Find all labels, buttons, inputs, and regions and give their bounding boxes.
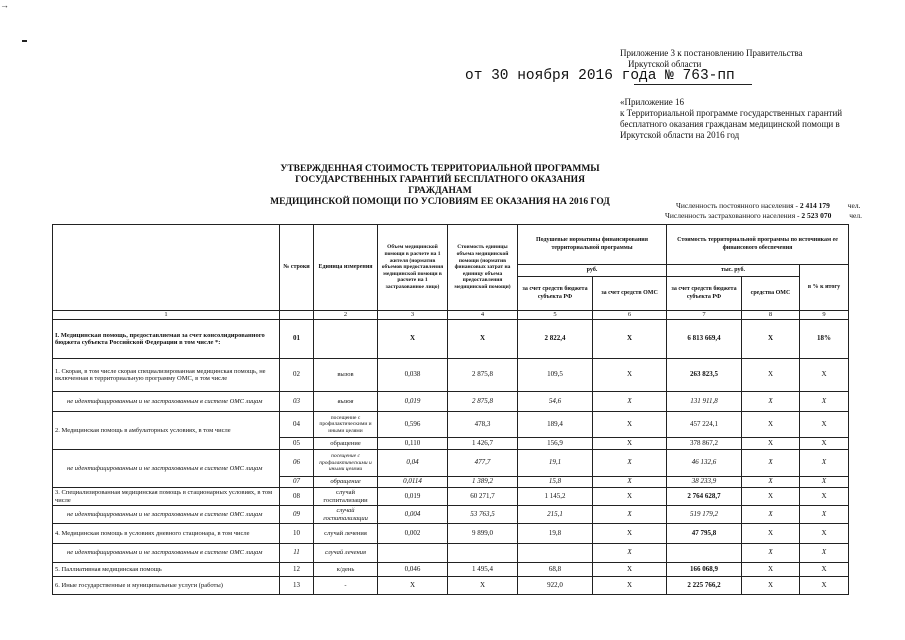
row-volume: 0,0114 [378, 477, 448, 488]
row-name: 1. Скорая, в том числе скорая специализированная медицинская помощь, не включенная в территориальную программу ОМС, в том числе [53, 359, 280, 392]
row-cost: 477,7 [448, 450, 518, 477]
row-no: 05 [280, 438, 314, 450]
population-permanent [676, 201, 860, 210]
row-unit: случай лечения [314, 524, 378, 544]
table-row [53, 577, 849, 595]
row-volume [378, 544, 448, 563]
row-percent: Х [800, 577, 849, 595]
row-volume: 0,004 [378, 506, 448, 524]
row-tc-budget: 2 225 766,2 [667, 577, 742, 595]
row-pc-budget: 19,8 [518, 524, 593, 544]
population-insured-label: Численность застрахованного населения - [665, 211, 800, 220]
table-row [53, 524, 849, 544]
row-tc-oms: Х [742, 544, 800, 563]
table-row [53, 320, 849, 359]
row-unit: случай лечения [314, 544, 378, 563]
row-cost: 60 271,7 [448, 488, 518, 506]
col-number-8: 8 [742, 311, 800, 320]
row-cost: Х [448, 320, 518, 359]
row-volume: Х [378, 577, 448, 595]
row-tc-budget: 131 911,8 [667, 392, 742, 412]
row-pc-oms: Х [593, 450, 667, 477]
appendix-sub [620, 97, 850, 141]
row-cost: 9 899,0 [448, 524, 518, 544]
row-name: 2. Медицинская помощь в амбулаторных условиях, в том числе [53, 412, 280, 450]
row-volume: 0,002 [378, 524, 448, 544]
row-name: 3. Специализированная медицинская помощь в стационарных условиях, в том числе [53, 488, 280, 506]
row-no: 08 [280, 488, 314, 506]
row-pc-oms: Х [593, 438, 667, 450]
appendix-line1: Приложение 3 к постановлению Правительства [620, 48, 803, 58]
row-unit: обращение [314, 438, 378, 450]
col-number-1: 1 [53, 311, 280, 320]
header-volume: Объем медицинской помощи в расчете на 1 жителя (норматив объемов предоставления медицинской помощи в расчете на 1 застрахованное лицо) [378, 225, 448, 311]
row-percent: Х [800, 544, 849, 563]
row-no: 13 [280, 577, 314, 595]
header-per-capita: Подушевые нормативы финансирования территориальной программы [518, 225, 667, 265]
row-percent: Х [800, 477, 849, 488]
appendix-line2: Иркутской области [628, 59, 702, 69]
title-line3: МЕДИЦИНСКОЙ ПОМОЩИ ПО УСЛОВИЯМ ЕЕ ОКАЗАНИЯ НА 2016 ГОД [270, 197, 610, 207]
row-percent: Х [800, 524, 849, 544]
row-pc-oms: Х [593, 477, 667, 488]
row-percent: Х [800, 563, 849, 577]
row-pc-budget: 1 145,2 [518, 488, 593, 506]
row-unit: случай госпитализации [314, 488, 378, 506]
appendix-header [620, 48, 820, 70]
row-name: 4. Медицинская помощь в условиях дневного стационара, в том числе [53, 524, 280, 544]
row-tc-oms: Х [742, 438, 800, 450]
row-volume: 0,04 [378, 450, 448, 477]
table-row [53, 544, 849, 563]
row-pc-oms: Х [593, 392, 667, 412]
row-unit: - [314, 577, 378, 595]
table-row [53, 359, 849, 392]
row-tc-budget: 47 795,8 [667, 524, 742, 544]
population-insured-unit: чел. [849, 211, 862, 220]
title-line2: ГОСУДАРСТВЕННЫХ ГАРАНТИЙ БЕСПЛАТНОГО ОКАЗАНИЯ ГРАЖДАНАМ [295, 175, 585, 196]
row-no: 01 [280, 320, 314, 359]
row-tc-oms: Х [742, 320, 800, 359]
row-tc-oms: Х [742, 577, 800, 595]
row-pc-budget: 215,1 [518, 506, 593, 524]
table-row [53, 392, 849, 412]
row-unit: посещение с профилактическими и иными целями [314, 412, 378, 438]
appendix-sub-line3: бесплатного оказания гражданам медицинской помощи в [620, 119, 840, 129]
row-percent: Х [800, 359, 849, 392]
row-pc-oms: Х [593, 359, 667, 392]
row-percent: 18% [800, 320, 849, 359]
row-pc-budget: 15,8 [518, 477, 593, 488]
row-tc-oms: Х [742, 488, 800, 506]
row-unit: вызов [314, 392, 378, 412]
row-pc-budget: 68,8 [518, 563, 593, 577]
table-row [53, 488, 849, 506]
row-cost: 1 389,2 [448, 477, 518, 488]
header-thous-rub: тыс. руб. [667, 265, 800, 277]
population-insured-value: 2 523 070 [801, 211, 832, 220]
row-name: I. Медицинская помощь, предоставляемая за счет консолидированного бюджета субъекта Российской Федерации в том числе *: [53, 320, 280, 359]
row-name: не идентифицированным и не застрахованным в системе ОМС лицам [53, 392, 280, 412]
row-percent: Х [800, 506, 849, 524]
header-program-cost: Стоимость территориальной программы по источникам ее финансового обеспечения [667, 225, 849, 265]
row-pc-budget: 109,5 [518, 359, 593, 392]
row-unit: случай госпитализации [314, 506, 378, 524]
row-tc-oms: Х [742, 506, 800, 524]
header-unit: Единица измерения [314, 225, 378, 311]
appendix-sub-line1: «Приложение 16 [620, 97, 685, 107]
title-line1: УТВЕРЖДЕННАЯ СТОИМОСТЬ ТЕРРИТОРИАЛЬНОЙ ПРОГРАММЫ [280, 164, 600, 174]
row-pc-oms: Х [593, 524, 667, 544]
row-volume: Х [378, 320, 448, 359]
row-unit: вызов [314, 359, 378, 392]
row-pc-budget: 19,1 [518, 450, 593, 477]
program-cost-table [52, 224, 849, 595]
row-volume: 0,110 [378, 438, 448, 450]
row-percent: Х [800, 392, 849, 412]
row-cost [448, 544, 518, 563]
row-pc-budget: 922,0 [518, 577, 593, 595]
row-tc-budget: 6 813 669,4 [667, 320, 742, 359]
row-tc-oms: Х [742, 524, 800, 544]
col-number-2: 2 [314, 311, 378, 320]
table-row [53, 450, 849, 477]
header-oms2: средства ОМС [742, 277, 800, 311]
population-permanent-value: 2 414 179 [799, 201, 830, 210]
header-rub: руб. [518, 265, 667, 277]
row-cost: 1 426,7 [448, 438, 518, 450]
decree-underline [634, 84, 752, 85]
row-pc-budget: 156,9 [518, 438, 593, 450]
row-no: 09 [280, 506, 314, 524]
table-row [53, 506, 849, 524]
row-volume: 0,019 [378, 488, 448, 506]
header-oms: за счет средств ОМС [593, 277, 667, 311]
row-no: 12 [280, 563, 314, 577]
row-percent: Х [800, 438, 849, 450]
header-percent: в % к итогу [800, 265, 849, 311]
row-pc-oms: Х [593, 506, 667, 524]
page-mark [22, 40, 27, 42]
row-unit: посещение с профилактическими и иными целями [314, 450, 378, 477]
row-unit: к/день [314, 563, 378, 577]
population-insured [665, 211, 862, 220]
row-cost: 1 495,4 [448, 563, 518, 577]
row-volume: 0,596 [378, 412, 448, 438]
row-name: не идентифицированным и не застрахованным в системе ОМС лицам [53, 544, 280, 563]
col-number-5: 5 [518, 311, 593, 320]
row-tc-budget: 378 867,2 [667, 438, 742, 450]
row-volume: 0,019 [378, 392, 448, 412]
row-pc-oms: Х [593, 412, 667, 438]
row-volume: 0,046 [378, 563, 448, 577]
col-number-6: 6 [593, 311, 667, 320]
row-cost: 2 875,8 [448, 359, 518, 392]
row-no: 10 [280, 524, 314, 544]
population-permanent-unit: чел. [847, 201, 861, 210]
row-pc-budget: 2 822,4 [518, 320, 593, 359]
row-name: не идентифицированным и не застрахованным в системе ОМС лицам [53, 450, 280, 488]
row-name: 5. Паллиативная медицинская помощь [53, 563, 280, 577]
row-tc-budget: 2 764 628,7 [667, 488, 742, 506]
decree-number: от 30 ноября 2016 года № 763-пп [465, 68, 735, 84]
row-unit: обращение [314, 477, 378, 488]
row-pc-oms: Х [593, 320, 667, 359]
document-title [270, 164, 610, 208]
row-tc-oms: Х [742, 563, 800, 577]
row-tc-oms: Х [742, 392, 800, 412]
header-budget: за счет средств бюджета субъекта РФ [518, 277, 593, 311]
appendix-sub-line4: Иркутской области на 2016 год [620, 130, 740, 140]
row-volume: 0,038 [378, 359, 448, 392]
row-tc-oms: Х [742, 477, 800, 488]
row-pc-budget: 189,4 [518, 412, 593, 438]
row-no: 06 [280, 450, 314, 477]
table-row [53, 563, 849, 577]
col-number-4: 4 [448, 311, 518, 320]
row-tc-oms: Х [742, 450, 800, 477]
row-no: 02 [280, 359, 314, 392]
row-tc-budget: 519 179,2 [667, 506, 742, 524]
row-tc-budget [667, 544, 742, 563]
row-tc-oms: Х [742, 412, 800, 438]
row-pc-oms: Х [593, 544, 667, 563]
corner-mark: → [0, 0, 9, 10]
header-budget2: за счет средств бюджета субъекта РФ [667, 277, 742, 311]
row-pc-budget: 54,6 [518, 392, 593, 412]
row-tc-budget: 46 132,6 [667, 450, 742, 477]
row-tc-budget: 38 233,9 [667, 477, 742, 488]
row-tc-budget: 457 224,1 [667, 412, 742, 438]
header-blank [53, 225, 280, 311]
row-pc-oms: Х [593, 577, 667, 595]
col-number-9: 9 [800, 311, 849, 320]
row-no: 03 [280, 392, 314, 412]
row-name: не идентифицированным и не застрахованным в системе ОМС лицам [53, 506, 280, 524]
row-cost: 2 875,8 [448, 392, 518, 412]
row-cost: 478,3 [448, 412, 518, 438]
row-name: 6. Иные государственные и муниципальные услуги (работы) [53, 577, 280, 595]
population-permanent-label: Численность постоянного населения - [676, 201, 798, 210]
col-number-7: 7 [667, 311, 742, 320]
row-percent: Х [800, 412, 849, 438]
appendix-sub-line2: к Территориальной программе государственных гарантий [620, 108, 843, 118]
row-cost: 53 763,5 [448, 506, 518, 524]
table-row [53, 412, 849, 438]
col-number-blank [280, 311, 314, 320]
row-percent: Х [800, 450, 849, 477]
row-tc-oms: Х [742, 359, 800, 392]
col-number-3: 3 [378, 311, 448, 320]
row-pc-oms: Х [593, 563, 667, 577]
row-pc-oms: Х [593, 488, 667, 506]
row-tc-budget: 166 068,9 [667, 563, 742, 577]
row-no: 04 [280, 412, 314, 438]
row-pc-budget [518, 544, 593, 563]
row-tc-budget: 263 823,5 [667, 359, 742, 392]
row-cost: Х [448, 577, 518, 595]
row-percent: Х [800, 488, 849, 506]
header-unit-cost: Стоимость единицы объема медицинской помощи (норматив финансовых затрат на единицу объема предоставления медицинской помощи) [448, 225, 518, 311]
header-row-no: № строки [280, 225, 314, 311]
row-no: 11 [280, 544, 314, 563]
row-unit [314, 320, 378, 359]
row-no: 07 [280, 477, 314, 488]
